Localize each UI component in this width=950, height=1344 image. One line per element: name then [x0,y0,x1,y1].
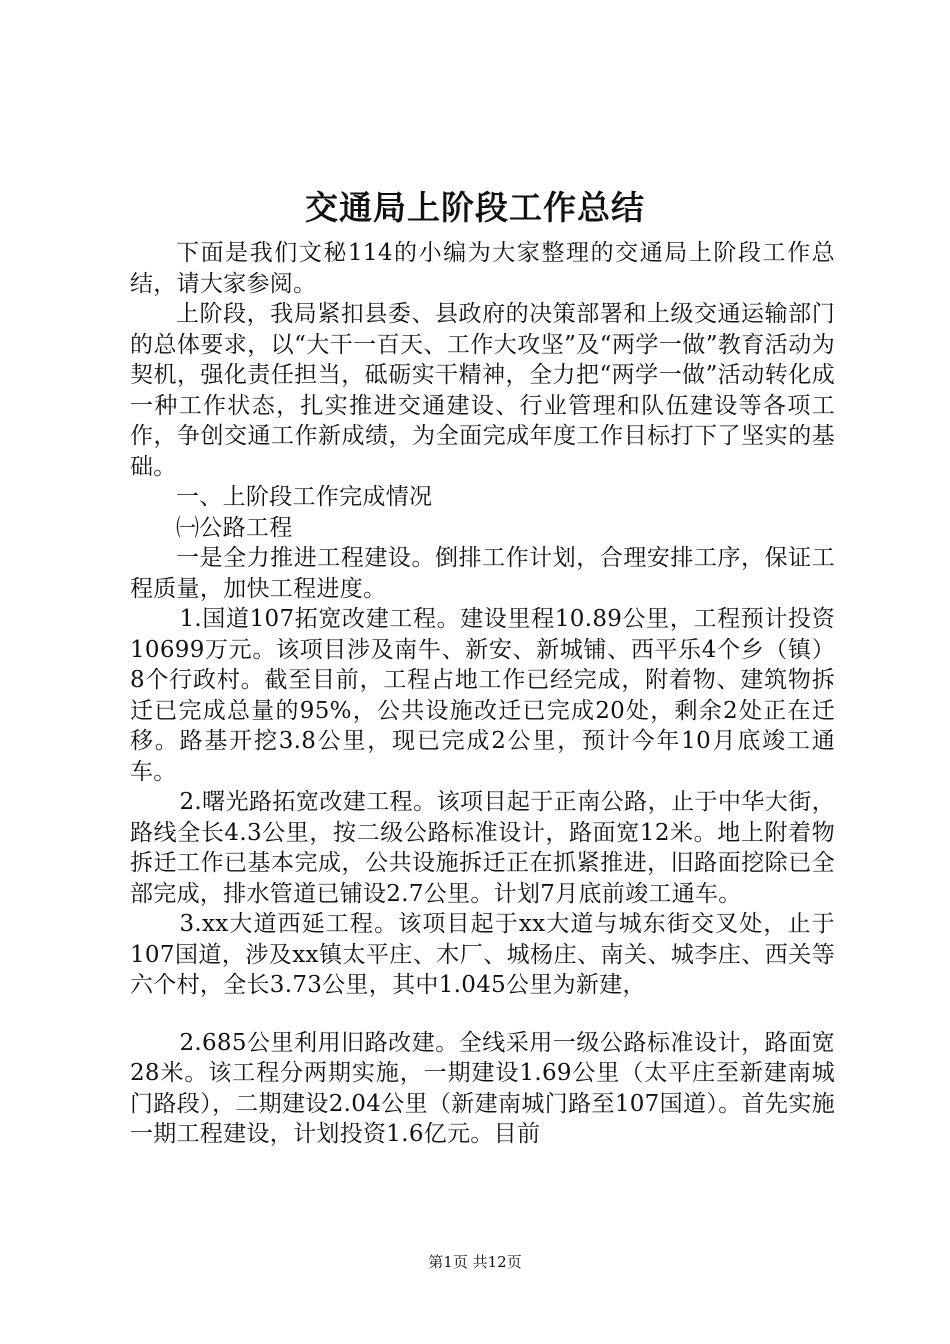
paragraph-summary: 上阶段，我局紧扣县委、县政府的决策部署和上级交通运输部门的总体要求，以“大干一百天、工作大攻坚”及“两学一做”教育活动为契机，强化责任担当，砥砺实干精神，全力把“两学一做”活动转化成一种工作状态，扎实推进交通建设、行业管理和队伍建设等各项工作，争创交通工作新成绩，为全面完成年度工作目标打下了坚实的基础。 [130,301,835,480]
list-item-project-1: 1.国道107拓宽改建工程。建设里程10.89公里，工程预计投资10699万元。该项目涉及南牛、新安、新城铺、西平乐4个乡（镇）8个行政村。截至目前，工程占地工作已经完成，附着物、建筑物拆迁已完成总量的95%，公共设施改迁已完成20处，剩余2处正在迁移。路基开挖3.8公里，现已完成2公里，预计今年10月底竣工通车。 [130,606,835,785]
paragraph-gap [130,1001,835,1028]
paragraph-point-one: 一是全力推进工程建设。倒排工作计划，合理安排工序，保证工程质量，加快工程进度。 [130,545,835,602]
subsection-heading: ㈠公路工程 [176,514,293,541]
list-item-project-3: 3.xx大道西延工程。该项目起于xx大道与城东街交叉处，止于107国道，涉及xx镇太平庄、木厂、城杨庄、南关、城李庄、西关等六个村，全长3.73公里，其中1.045公里为新建， [130,911,835,998]
page-number: 第1页 共12页 [428,1253,522,1271]
document-title: 交通局上阶段工作总结 [305,188,645,227]
document-body [130,238,835,1150]
paragraph-intro: 下面是我们文秘114的小编为大家整理的交通局上阶段工作总结，请大家参阅。 [130,240,835,297]
list-item-project-2: 2.曙光路拓宽改建工程。该项目起于正南公路，止于中华大街，路线全长4.3公里，按二级公路标准设计，路面宽12米。地上附着物拆迁工作已基本完成，公共设施拆迁正在抓紧推进，旧路面挖除已全部完成，排水管道已铺设2.7公里。计划7月底前竣工通车。 [130,789,835,907]
paragraph-continuation: 2.685公里利用旧路改建。全线采用一级公路标准设计，路面宽28米。该工程分两期实施，一期建设1.69公里（太平庄至新建南城门路段），二期建设2.04公里（新建南城门路至107国道）。首先实施一期工程建设，计划投资1.6亿元。目前 [130,1029,835,1147]
section-heading: 一、上阶段工作完成情况 [176,484,433,510]
